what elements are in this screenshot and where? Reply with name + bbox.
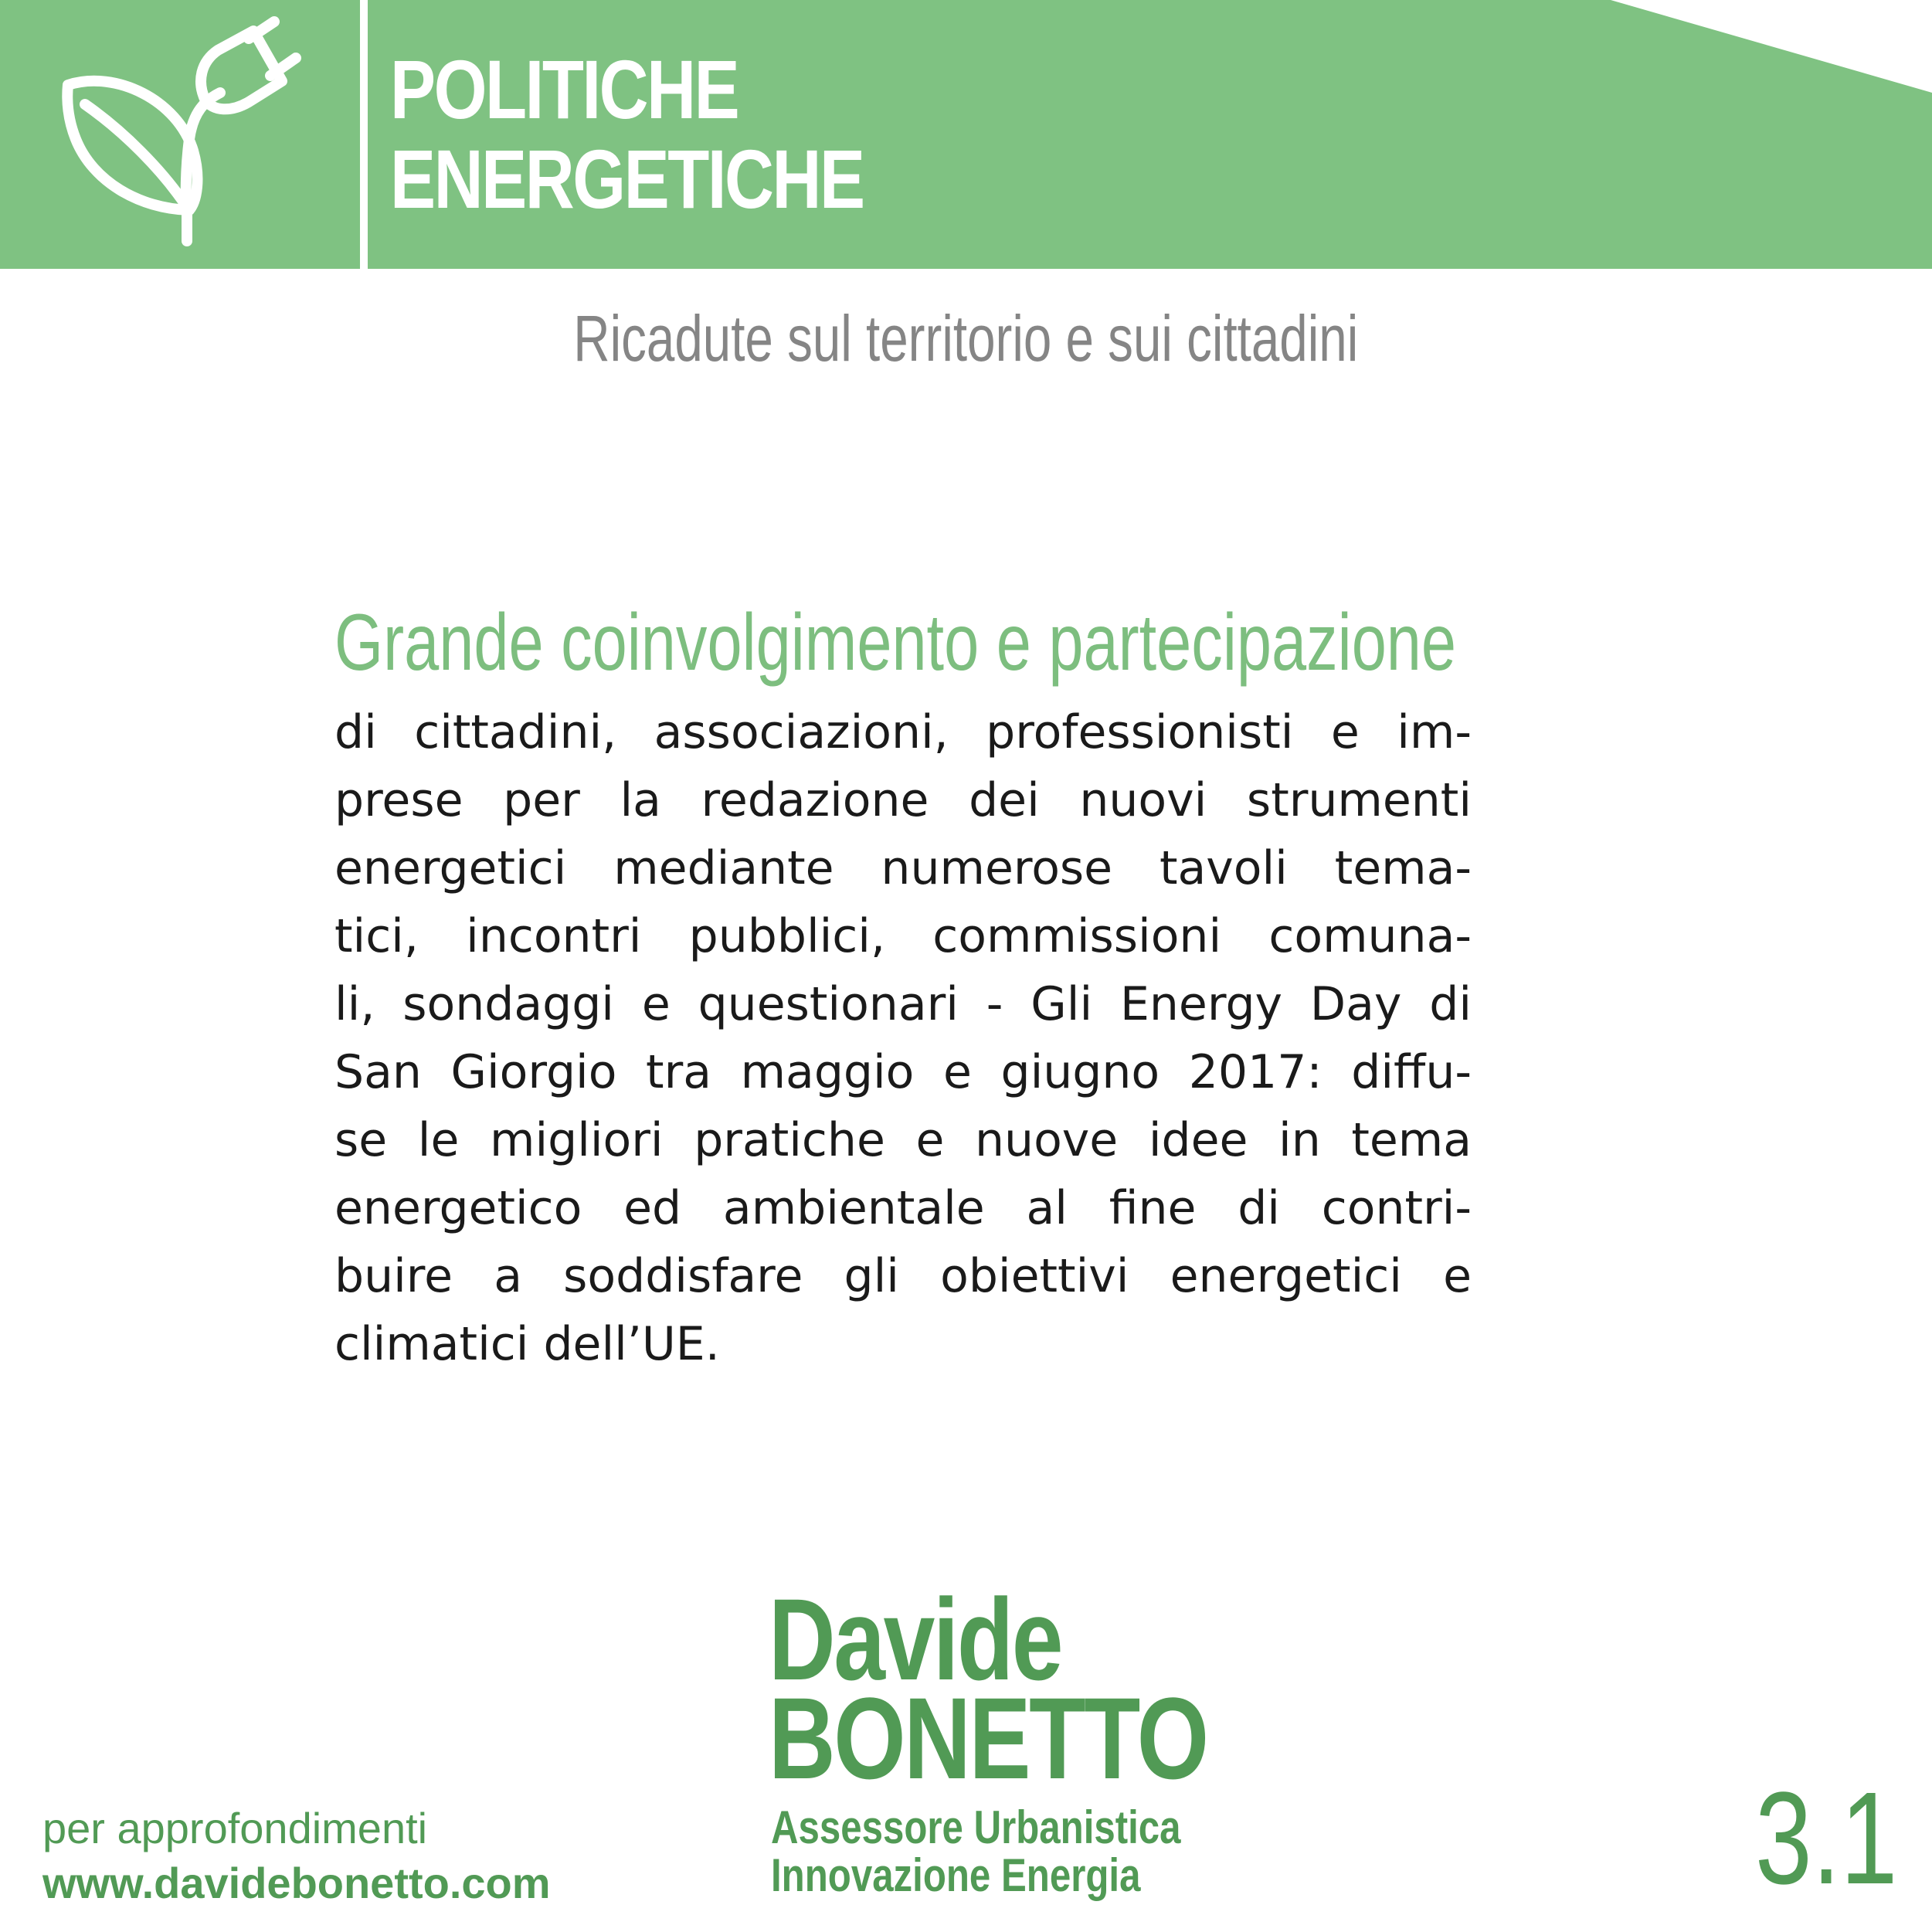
body-paragraph — [334, 698, 1472, 1378]
body-line: li, sondaggi e questionari - Gli Energy Day di — [334, 977, 1472, 1031]
body-line: San Giorgio tra maggio e giugno 2017: diffu- — [334, 1045, 1472, 1099]
body-line: energetici mediante numerose tavoli tema- — [334, 841, 1472, 895]
brand-role — [771, 1801, 1181, 1901]
body-line: se le migliori pratiche e nuove idee in tema — [334, 1113, 1472, 1167]
brand-role-line-1: Assessore Urbanistica — [771, 1801, 1181, 1853]
header-title-line-2: ENERGETICHE — [390, 132, 864, 226]
brand-name — [769, 1574, 1207, 1803]
website-link[interactable]: www.davidebonetto.com — [42, 1859, 551, 1907]
brand-first-name: Davide — [769, 1574, 1062, 1704]
body-line: buire a soddisfare gli obiettivi energetici e — [334, 1249, 1472, 1303]
subtitle — [0, 300, 1932, 377]
footer-info — [42, 1801, 551, 1911]
body-line: tici, incontri pubblici, commissioni comuna- — [334, 909, 1472, 963]
body-line: di cittadini, associazioni, professionisti e im- — [334, 705, 1472, 759]
section-heading-text: Grande coinvolgimento e partecipazione — [334, 598, 1457, 688]
brand-last-name: BONETTO — [769, 1673, 1207, 1803]
subtitle-text: Ricadute sul territorio e sui cittadini — [573, 302, 1359, 375]
page-number: 3.1 — [1754, 1765, 1897, 1912]
section-heading — [334, 596, 1478, 689]
footer-label: per approfondimenti — [42, 1804, 428, 1852]
body-line: energetico ed ambientale al fine di contri- — [334, 1181, 1472, 1235]
header-title — [390, 42, 864, 226]
leaf-plug-icon — [46, 15, 324, 255]
body-line: prese per la redazione dei nuovi strumenti — [334, 773, 1472, 827]
brand-role-line-2: Innovazione Energia — [771, 1849, 1141, 1901]
header-title-line-1: POLITICHE — [390, 42, 739, 136]
body-line: climatici dell’UE. — [334, 1317, 720, 1371]
